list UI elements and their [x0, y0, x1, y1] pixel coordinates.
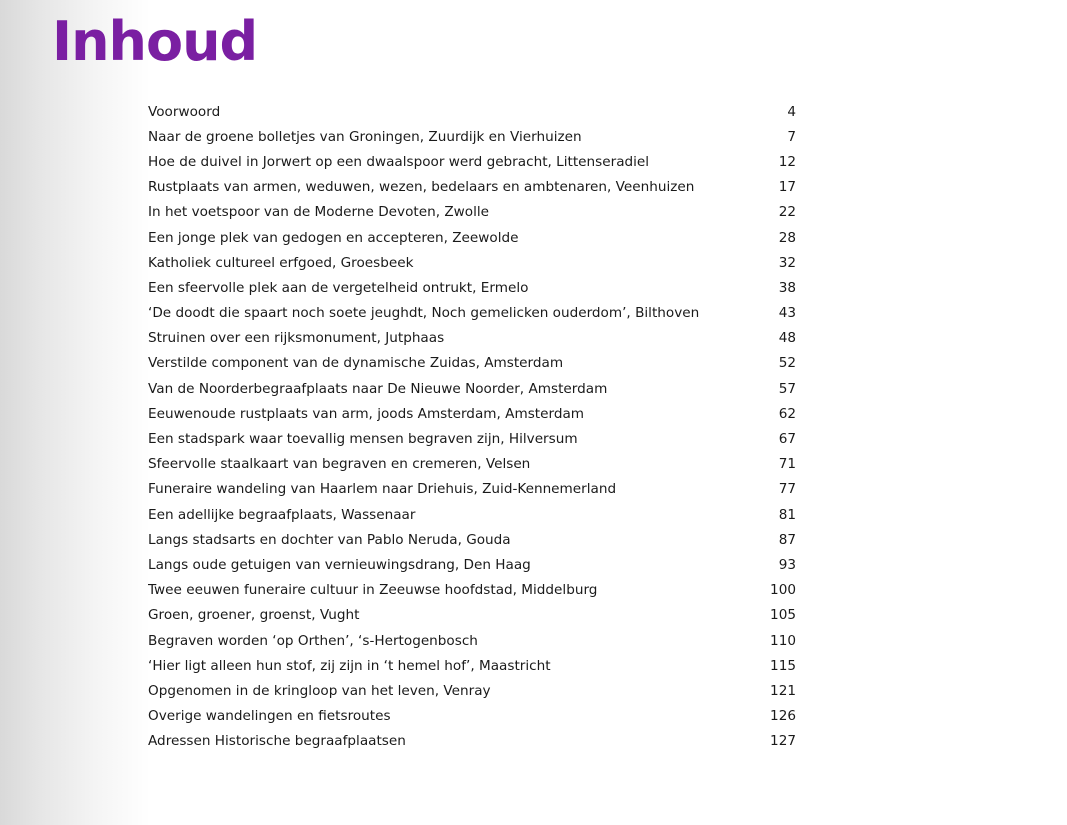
table-of-contents	[148, 99, 796, 754]
toc-entry-title: Hoe de duivel in Jorwert op een dwaalspoor werd gebracht, Littenseradiel	[148, 153, 650, 170]
toc-entry-page-number: 28	[778, 229, 796, 246]
toc-entry	[148, 628, 796, 653]
toc-entry	[148, 376, 796, 401]
toc-entry-title: Overige wandelingen en fietsroutes	[148, 708, 391, 725]
toc-entry-page-number: 52	[778, 355, 796, 372]
toc-entry-page-number: 127	[770, 733, 796, 750]
toc-entry-title: Voorwoord	[148, 103, 221, 120]
toc-entry	[148, 678, 796, 703]
toc-entry	[148, 477, 796, 502]
toc-entry-title: Een sfeervolle plek aan de vergetelheid ontrukt, Ermelo	[148, 279, 529, 296]
toc-entry-title: Een jonge plek van gedogen en accepteren, Zeewolde	[148, 229, 519, 246]
toc-entry-title: Struinen over een rijksmonument, Jutphaas	[148, 330, 445, 347]
toc-entry-page-number: 126	[770, 708, 796, 725]
toc-entry-page-number: 71	[778, 456, 796, 473]
toc-entry-title: ‘De doodt die spaart noch soete jeughdt, Noch gemelicken ouderdom’, Bilthoven	[148, 305, 700, 322]
toc-entry-page-number: 62	[778, 405, 796, 422]
toc-entry	[148, 426, 796, 451]
toc-entry	[148, 502, 796, 527]
toc-entry-page-number: 81	[778, 506, 796, 523]
toc-entry-page-number: 57	[778, 380, 796, 397]
toc-entry-page-number: 121	[770, 682, 796, 699]
toc-entry	[148, 149, 796, 174]
toc-entry-title: Langs stadsarts en dochter van Pablo Neruda, Gouda	[148, 531, 511, 548]
toc-entry-title: Opgenomen in de kringloop van het leven, Venray	[148, 682, 491, 699]
toc-entry	[148, 704, 796, 729]
toc-entry-title: In het voetspoor van de Moderne Devoten, Zwolle	[148, 204, 490, 221]
toc-entry	[148, 301, 796, 326]
toc-entry	[148, 603, 796, 628]
toc-entry-page-number: 100	[770, 582, 796, 599]
toc-entry-page-number: 48	[778, 330, 796, 347]
toc-entry-title: Twee eeuwen funeraire cultuur in Zeeuwse hoofdstad, Middelburg	[148, 582, 598, 599]
toc-entry-page-number: 38	[778, 279, 796, 296]
toc-entry	[148, 552, 796, 577]
toc-entry	[148, 124, 796, 149]
toc-entry-title: Groen, groener, groenst, Vught	[148, 607, 360, 624]
toc-entry	[148, 653, 796, 678]
toc-entry-title: Begraven worden ‘op Orthen’, ‘s-Hertogenbosch	[148, 632, 478, 649]
toc-entry-page-number: 12	[778, 153, 796, 170]
toc-entry-page-number: 4	[787, 103, 796, 120]
toc-entry	[148, 275, 796, 300]
toc-entry	[148, 351, 796, 376]
page-gutter-shadow	[0, 0, 150, 825]
page-title: Inhoud	[52, 10, 258, 73]
toc-entry-page-number: 43	[778, 305, 796, 322]
toc-entry	[148, 175, 796, 200]
toc-entry	[148, 250, 796, 275]
toc-entry	[148, 401, 796, 426]
toc-entry	[148, 452, 796, 477]
toc-entry-title: Katholiek cultureel erfgoed, Groesbeek	[148, 254, 414, 271]
toc-entry-title: ‘Hier ligt alleen hun stof, zij zijn in ‘t hemel hof’, Maastricht	[148, 657, 551, 674]
toc-entry-page-number: 7	[787, 128, 796, 145]
toc-entry-title: Eeuwenoude rustplaats van arm, joods Amsterdam, Amsterdam	[148, 405, 585, 422]
toc-entry-title: Sfeervolle staalkaart van begraven en cremeren, Velsen	[148, 456, 531, 473]
toc-entry-title: Adressen Historische begraafplaatsen	[148, 733, 406, 750]
toc-entry-page-number: 87	[778, 531, 796, 548]
toc-entry	[148, 225, 796, 250]
toc-entry	[148, 99, 796, 124]
toc-entry-page-number: 32	[778, 254, 796, 271]
toc-entry-page-number: 110	[770, 632, 796, 649]
toc-entry-page-number: 22	[778, 204, 796, 221]
toc-entry-page-number: 115	[770, 657, 796, 674]
toc-entry-page-number: 67	[778, 431, 796, 448]
toc-entry	[148, 326, 796, 351]
toc-entry	[148, 729, 796, 754]
toc-entry-page-number: 105	[770, 607, 796, 624]
toc-entry-title: Van de Noorderbegraafplaats naar De Nieuwe Noorder, Amsterdam	[148, 380, 608, 397]
toc-entry-page-number: 17	[778, 179, 796, 196]
toc-entry-page-number: 77	[778, 481, 796, 498]
toc-entry-page-number: 93	[778, 556, 796, 573]
toc-entry-title: Verstilde component van de dynamische Zuidas, Amsterdam	[148, 355, 564, 372]
toc-entry	[148, 527, 796, 552]
toc-entry-title: Rustplaats van armen, weduwen, wezen, bedelaars en ambtenaren, Veenhuizen	[148, 179, 695, 196]
toc-entry-title: Een adellijke begraafplaats, Wassenaar	[148, 506, 416, 523]
toc-entry-title: Funeraire wandeling van Haarlem naar Driehuis, Zuid-Kennemerland	[148, 481, 617, 498]
toc-entry-title: Naar de groene bolletjes van Groningen, Zuurdijk en Vierhuizen	[148, 128, 582, 145]
toc-entry	[148, 578, 796, 603]
toc-entry-title: Langs oude getuigen van vernieuwingsdrang, Den Haag	[148, 556, 531, 573]
toc-entry	[148, 200, 796, 225]
toc-entry-title: Een stadspark waar toevallig mensen begraven zijn, Hilversum	[148, 431, 578, 448]
